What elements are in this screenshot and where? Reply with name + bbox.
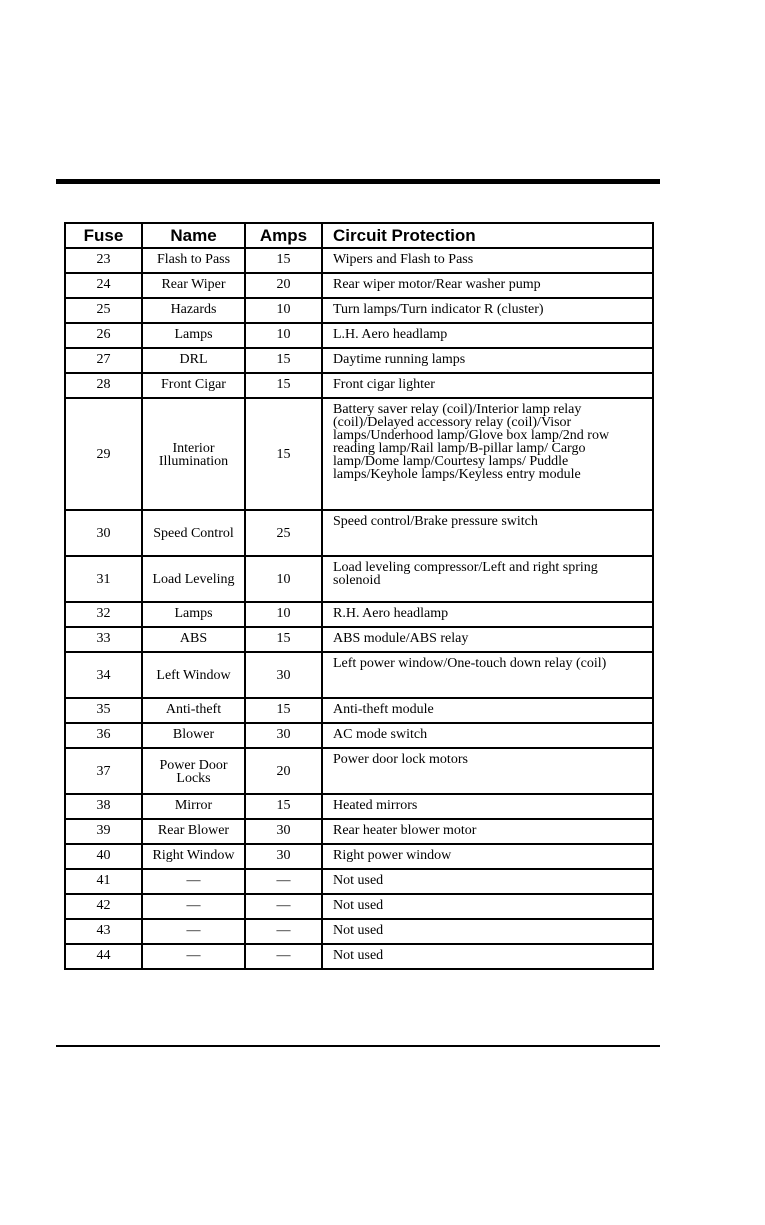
fuse-name: Left Window: [142, 652, 245, 698]
fuse-number: 44: [65, 944, 142, 969]
fuse-amps: 15: [245, 248, 322, 273]
table-row: [65, 398, 653, 510]
fuse-circuit: Rear heater blower motor: [322, 819, 653, 844]
fuse-circuit: Load leveling compressor/Left and right spring solenoid: [322, 556, 653, 602]
fuse-name: Lamps: [142, 323, 245, 348]
fuse-name: Blower: [142, 723, 245, 748]
fuse-amps: 10: [245, 602, 322, 627]
fuse-amps: —: [245, 944, 322, 969]
fuse-amps: 20: [245, 273, 322, 298]
fuse-circuit: R.H. Aero headlamp: [322, 602, 653, 627]
fuse-name: Lamps: [142, 602, 245, 627]
fuse-name: —: [142, 894, 245, 919]
fuse-amps: —: [245, 894, 322, 919]
fuse-circuit: Wipers and Flash to Pass: [322, 248, 653, 273]
fuse-number: 41: [65, 869, 142, 894]
fuse-amps: 15: [245, 373, 322, 398]
fuse-table: [64, 222, 654, 970]
header-fuse: Fuse: [65, 223, 142, 248]
fuse-circuit: Turn lamps/Turn indicator R (cluster): [322, 298, 653, 323]
table-row: [65, 323, 653, 348]
fuse-number: 33: [65, 627, 142, 652]
fuse-name: ABS: [142, 627, 245, 652]
table-row: [65, 273, 653, 298]
fuse-name: Hazards: [142, 298, 245, 323]
table-row: [65, 723, 653, 748]
fuse-circuit: Not used: [322, 869, 653, 894]
header-circuit-protection: Circuit Protection: [322, 223, 653, 248]
fuse-number: 38: [65, 794, 142, 819]
fuse-number: 25: [65, 298, 142, 323]
fuse-amps: 10: [245, 323, 322, 348]
fuse-name: Rear Wiper: [142, 273, 245, 298]
fuse-circuit: ABS module/ABS relay: [322, 627, 653, 652]
table-row: [65, 627, 653, 652]
table-row: [65, 919, 653, 944]
fuse-number: 27: [65, 348, 142, 373]
fuse-circuit: L.H. Aero headlamp: [322, 323, 653, 348]
header-name: Name: [142, 223, 245, 248]
fuse-circuit: Not used: [322, 919, 653, 944]
fuse-amps: 10: [245, 556, 322, 602]
fuse-number: 42: [65, 894, 142, 919]
table-row: [65, 844, 653, 869]
fuse-circuit: Rear wiper motor/Rear washer pump: [322, 273, 653, 298]
table-row: [65, 869, 653, 894]
fuse-amps: —: [245, 919, 322, 944]
fuse-amps: 10: [245, 298, 322, 323]
fuse-circuit: AC mode switch: [322, 723, 653, 748]
table-row: [65, 602, 653, 627]
fuse-amps: 30: [245, 652, 322, 698]
fuse-circuit: Left power window/One-touch down relay (coil): [322, 652, 653, 698]
top-rule: [56, 179, 660, 184]
table-header-row: [65, 223, 653, 248]
header-amps: Amps: [245, 223, 322, 248]
fuse-name: —: [142, 944, 245, 969]
fuse-name: Mirror: [142, 794, 245, 819]
fuse-number: 36: [65, 723, 142, 748]
table-row: [65, 944, 653, 969]
fuse-amps: 20: [245, 748, 322, 794]
fuse-circuit: Not used: [322, 944, 653, 969]
table-row: [65, 556, 653, 602]
fuse-amps: 15: [245, 398, 322, 510]
fuse-number: 31: [65, 556, 142, 602]
table-row: [65, 248, 653, 273]
fuse-number: 40: [65, 844, 142, 869]
fuse-circuit: Anti-theft module: [322, 698, 653, 723]
fuse-number: 28: [65, 373, 142, 398]
table-row: [65, 348, 653, 373]
fuse-amps: 15: [245, 627, 322, 652]
fuse-name: Speed Control: [142, 510, 245, 556]
fuse-number: 23: [65, 248, 142, 273]
fuse-number: 30: [65, 510, 142, 556]
table-row: [65, 298, 653, 323]
fuse-amps: 15: [245, 794, 322, 819]
fuse-number: 37: [65, 748, 142, 794]
fuse-circuit: Daytime running lamps: [322, 348, 653, 373]
fuse-number: 34: [65, 652, 142, 698]
fuse-number: 39: [65, 819, 142, 844]
table-row: [65, 894, 653, 919]
fuse-number: 35: [65, 698, 142, 723]
table-row: [65, 652, 653, 698]
fuse-name: Flash to Pass: [142, 248, 245, 273]
fuse-name: Anti-theft: [142, 698, 245, 723]
fuse-amps: 30: [245, 844, 322, 869]
fuse-circuit: Speed control/Brake pressure switch: [322, 510, 653, 556]
fuse-amps: 15: [245, 348, 322, 373]
fuse-circuit: Power door lock motors: [322, 748, 653, 794]
fuse-amps: 30: [245, 723, 322, 748]
fuse-name: Load Leveling: [142, 556, 245, 602]
fuse-name: Power Door Locks: [142, 748, 245, 794]
fuse-name: Front Cigar: [142, 373, 245, 398]
fuse-number: 26: [65, 323, 142, 348]
fuse-name: Rear Blower: [142, 819, 245, 844]
table-row: [65, 373, 653, 398]
fuse-name: Right Window: [142, 844, 245, 869]
fuse-number: 32: [65, 602, 142, 627]
table-row: [65, 819, 653, 844]
fuse-name: DRL: [142, 348, 245, 373]
fuse-circuit: Right power window: [322, 844, 653, 869]
fuse-amps: —: [245, 869, 322, 894]
table-row: [65, 794, 653, 819]
fuse-circuit: Heated mirrors: [322, 794, 653, 819]
fuse-amps: 25: [245, 510, 322, 556]
fuse-number: 24: [65, 273, 142, 298]
fuse-amps: 15: [245, 698, 322, 723]
fuse-name: —: [142, 919, 245, 944]
fuse-circuit: Not used: [322, 894, 653, 919]
fuse-circuit: Battery saver relay (coil)/Interior lamp relay (coil)/Delayed accessory relay (coil)/Visor lamps/Underhood lamp/Glove box lamp/2nd row reading lamp/Rail lamp/B-pillar lamp/ Cargo lamp/Dome lamp/Courtesy lamps/ Puddle lamps/Keyhole lamps/Keyless entry module: [322, 398, 653, 510]
fuse-number: 29: [65, 398, 142, 510]
fuse-name: —: [142, 869, 245, 894]
fuse-circuit: Front cigar lighter: [322, 373, 653, 398]
fuse-amps: 30: [245, 819, 322, 844]
fuse-number: 43: [65, 919, 142, 944]
fuse-name: Interior Illumination: [142, 398, 245, 510]
table-row: [65, 698, 653, 723]
bottom-rule: [56, 1045, 660, 1047]
table-row: [65, 510, 653, 556]
table-row: [65, 748, 653, 794]
